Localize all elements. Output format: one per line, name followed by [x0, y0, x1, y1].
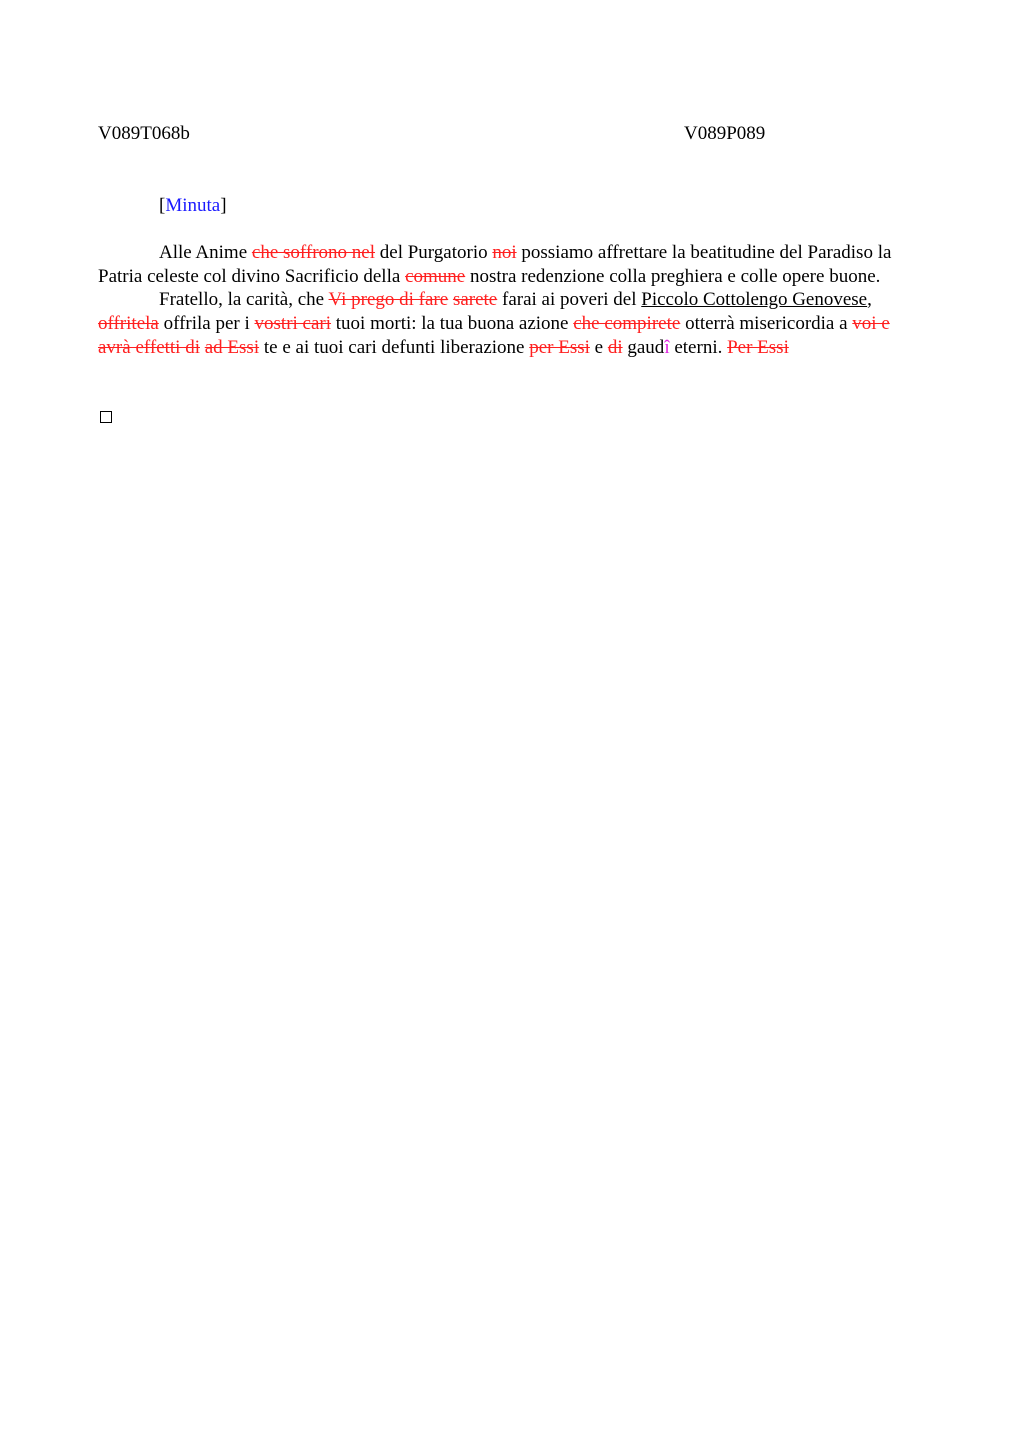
text-run: del Purgatorio	[375, 242, 493, 263]
deleted-text: sarete	[452, 289, 498, 311]
deleted-text: offritela	[98, 313, 159, 335]
text-run: farai ai poveri del	[497, 289, 642, 311]
text-run: eterni.	[669, 336, 728, 358]
text-run: Fratello, la carità, che	[159, 289, 329, 311]
deleted-text: vostri cari	[254, 313, 332, 335]
deleted-text: ad Essi	[204, 336, 260, 358]
paragraph-1	[98, 241, 898, 288]
deleted-text: Vi prego di fare	[328, 289, 449, 311]
label-close-bracket: ]	[220, 195, 227, 216]
document-code-left: V089T068b	[98, 123, 190, 144]
text-run: Alle Anime	[159, 242, 252, 263]
deleted-text: che compirete	[573, 313, 681, 335]
label-open-bracket: [	[159, 195, 166, 216]
deleted-text: Per Essi	[727, 336, 789, 358]
text-run: e	[589, 336, 608, 358]
deleted-text: che soffrono nel	[251, 242, 376, 263]
accented-letter: î	[664, 336, 670, 358]
document-body	[98, 241, 898, 360]
deleted-text: di	[607, 336, 623, 358]
text-run: ,	[867, 289, 872, 311]
box-icon	[100, 411, 112, 423]
deleted-text: voi e avrà effetti di	[98, 313, 890, 358]
document-code-right: V089P089	[684, 123, 766, 144]
label-word: Minuta	[165, 195, 221, 216]
deleted-text: per Essi	[529, 336, 590, 358]
underlined-text: Piccolo Cottolengo Genovese	[641, 289, 868, 311]
paragraph-2	[98, 288, 898, 359]
section-label	[159, 194, 227, 218]
text-run: te e ai tuoi cari defunti liberazione	[259, 336, 530, 358]
deleted-text: comune	[405, 265, 466, 287]
text-run: tuoi morti: la tua buona azione	[331, 313, 574, 335]
text-run: nostra redenzione colla preghiera e colle opere buone.	[465, 265, 881, 287]
text-run: gaud	[622, 336, 665, 358]
text-run: offrila per i	[158, 313, 255, 335]
deleted-text: noi	[492, 242, 517, 263]
text-run: otterrà misericordia a	[680, 313, 853, 335]
text-run: possiamo affrettare la beatitudine del Paradiso la Patria celeste col divino Sacrificio della	[98, 242, 892, 287]
